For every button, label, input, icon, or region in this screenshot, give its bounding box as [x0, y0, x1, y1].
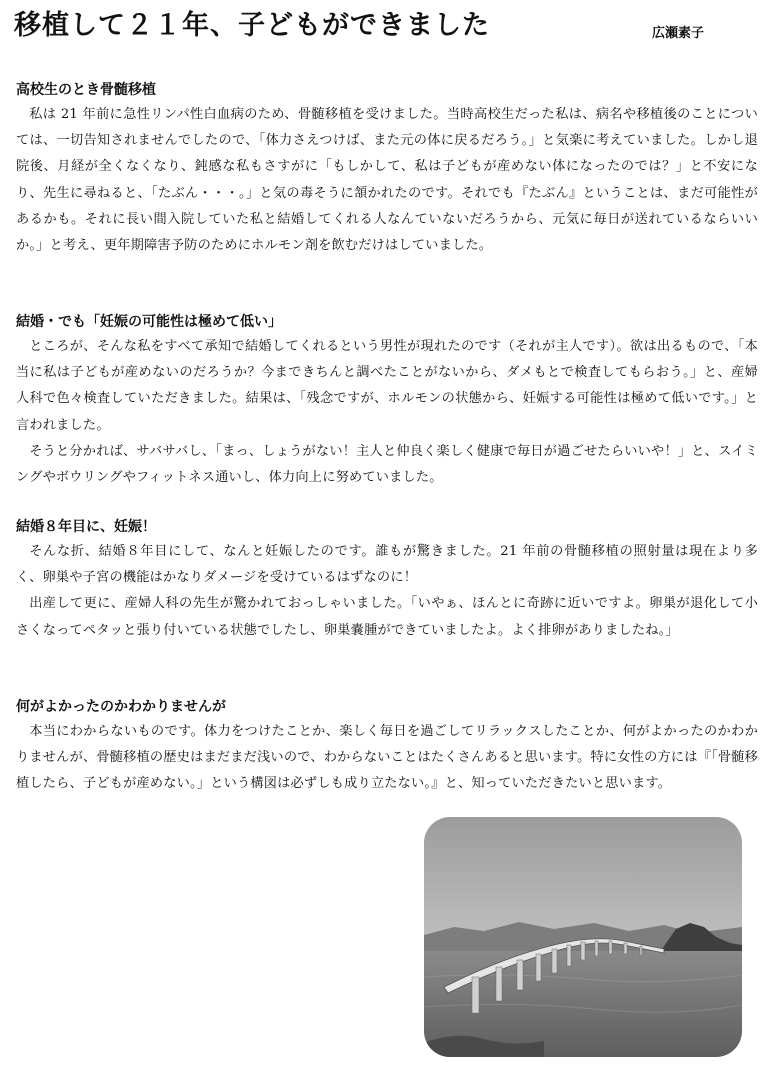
- section-pregnancy: [16, 515, 758, 644]
- bridge-photo-illustration: [424, 817, 742, 1057]
- author-name: 広瀬素子: [652, 26, 705, 41]
- paragraph: 出産して更に、産婦人科の先生が驚かれておっしゃいました。「いやぁ、ほんとに奇跡に近いですよ。卵巣が退化して小さくなってペタッと張り付いている状態でしたし、卵巣嚢腫ができていましたよ。よく排卵がありましたね。」: [16, 596, 758, 638]
- paragraph: 本当にわからないものです。体力をつけたことか、楽しく毎日を過ごしてリラックスしたことか、何がよかったのかわかりませんが、骨髄移植の歴史はまだまだ浅いので、わからないことはたくさんあると思います。特に女性の方には『「骨髄移植したら、子どもが産めない。」という構図は必ずしも成り立たない。』と、知っていただきたいと思います。: [16, 724, 758, 792]
- section-heading: 結婚８年目に、妊娠！: [16, 519, 156, 535]
- section-heading: 高校生のとき骨髄移植: [16, 82, 156, 98]
- paragraph: ところが、そんな私をすべて承知で結婚してくれるという男性が現れたのです（それが主人です）。欲は出るもので、「本当に私は子どもが産めないのだろうか？今まできちんと調べたことがないから、ダメもとで検査してもらおう。」と、産婦人科で色々検査していただきました。結果は、「残念ですが、ホルモンの状態から、妊娠する可能性は極めて低いです。」と言われました。: [16, 339, 758, 433]
- bridge-photo: [424, 817, 742, 1057]
- section-conclusion: [16, 695, 758, 798]
- paragraph: そうと分かれば、サバサバし、「まっ、しょうがない！主人と仲良く楽しく健康で毎日が過ごせたらいいや！」と、スイミングやボウリングやフィットネス通いし、体力向上に努めていました。: [16, 443, 758, 486]
- article-title: 移植して２１年、子どもができました: [14, 10, 490, 41]
- section-highschool-transplant: [16, 78, 758, 259]
- paragraph: 私は 21 年前に急性リンパ性白血病のため、骨髄移植を受けました。当時高校生だった私は、病名や移植後のことについては、一切告知されませんでしたので、「体力さえつけば、また元の体に戻るだろう。」と気楽に考えていました。しかし退院後、月経が全くなくなり、鈍感な私もさすがに「もしかして、私は子どもが産めない体になったのでは？」と不安になり、先生に尋ねると、「たぶん・・・。」と気の毒そうに頷かれたのです。それでも『たぶん』ということは、まだ可能性があるかも。それに長い間入院していた私と結婚してくれる人なんていないだろうから、元気に毎日が送れているならいいか。」と考え、更年期障害予防のためにホルモン剤を飲むだけはしていました。: [16, 107, 758, 254]
- section-heading: 結婚・でも「妊娠の可能性は極めて低い」: [16, 314, 282, 330]
- section-heading: 何がよかったのかわかりませんが: [16, 699, 226, 715]
- section-marriage: [16, 310, 758, 491]
- paragraph: そんな折、結婚８年目にして、なんと妊娠したのです。誰もが驚きました。21 年前の骨髄移植の照射量は現在より多く、卵巣や子宮の機能はかなりダメージを受けているはずなのに！: [16, 544, 758, 586]
